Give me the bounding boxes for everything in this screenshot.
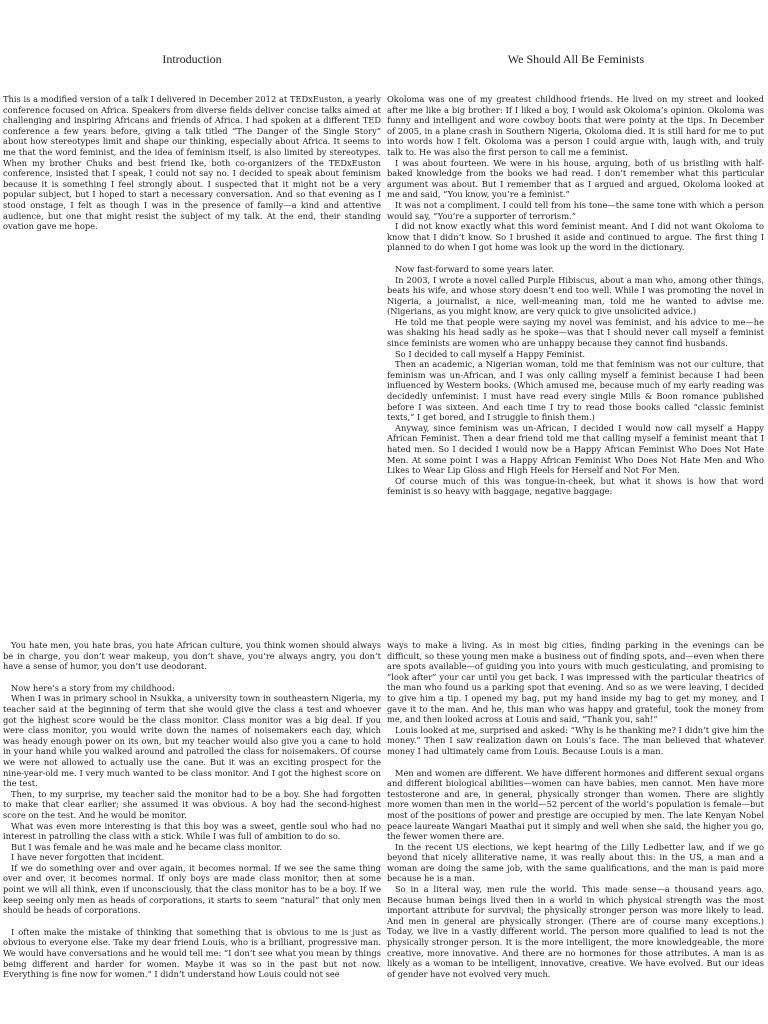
paragraph: In 2003, I wrote a novel called Purple Hibiscus, about a man who, among other things, beats his wife, and whose story doesn’t end too well. While I was promoting the novel in Nigeria, a journalist, a nice, well-meaning man, told me he wanted to advise me. (Nigerians, as you might know, are very quick to give unsolicited advice.) [387, 274, 764, 317]
bottom-right-text-block [387, 640, 764, 1024]
paragraph: It was not a compliment. I could tell from his tone—the same tone with which a person would say, “You’re a supporter of terrorism.” [387, 199, 764, 221]
paragraph: Then an academic, a Nigerian woman, told me that feminism was not our culture, that feminism was un-African, and I was only calling myself a feminist because I had been influenced by Western books. (Which amused me, because much of my early reading was decidedly unfeminist: I must have read every single Mills & Boon romance published before I was sixteen. And each time I try to read those books called “classic feminist texts,” I get bored, and I struggle to finish them.) [387, 359, 764, 423]
paragraph: Louis looked at me, surprised and asked: “Why is he thanking me? I didn’t give him the money.” Then I saw realization dawn on Louis’s face. The man believed that whatever money I had ultimately came from Louis. Because Louis is a man. [387, 724, 764, 756]
paragraph: Anyway, since feminism was un-African, I decided I would now call myself a Happy African Feminist. Then a dear friend told me that calling myself a feminist meant that I hated men. So I decided I would now be a Happy African Feminist Who Does Not Hate Men. At some point I was a Happy African Feminist Who Does Not Hate Men and Who Likes to Wear Lip Gloss and High Heels for Herself and Not For Men. [387, 422, 764, 476]
paragraph: I was about fourteen. We were in his house, arguing, both of us bristling with half-baked knowledge from the books we had read. I don’t remember what this particular argument was about. But I remember that as I argued and argued, Okoloma looked at me and said, “You know, you’re a feminist.” [387, 157, 764, 200]
paragraph: Men and women are different. We have different hormones and different sexual organs and different biological abilities—women can have babies, men cannot. Men have more testosterone and are, in general, physically stronger than women. There are slightly more women than men in the world—52 percent of the world’s population is female—but most of the positions of power and prestige are occupied by men. The late Kenyan Nobel peace laureate Wangari Maathai put it simply and well when she said, the higher you go, the fewer women there are. [387, 767, 764, 842]
paragraph: I often make the mistake of thinking that something that is obvious to me is just as obvious to everyone else. Take my dear friend Louis, who is a brilliant, progressive man. We would have conversations and he would tell me: “I don’t see what you mean by things being different and harder for women. Maybe it was so in the past but not now. Everything is fine now for women.” I didn’t understand how Louis could not see [3, 926, 381, 980]
left-page-header: Introduction [162, 52, 222, 66]
top-right-text-block [387, 94, 764, 540]
paragraph: Of course much of this was tongue-in-cheek, but what it shows is how that word feminist is so heavy with baggage, negative baggage: [387, 475, 764, 497]
paragraph: So in a literal way, men rule the world. This made sense—a thousand years ago. Because human beings lived then in a world in which physical strength was the most important attribute for survival; the physically stronger person was more likely to lead. And men in general are physically stronger. (There are of course many exceptions.) Today, we live in a vastly different world. The person more qualified to lead is not the physically stronger person. It is the more intelligent, the more knowledgeable, the more creative, more innovative. And there are no hormones for those attributes. A man is as likely as a woman to be intelligent, innovative, creative. We have evolved. But our ideas of gender have not evolved very much. [387, 884, 764, 979]
bottom-left-text-block [3, 640, 381, 1024]
paragraph: Then, to my surprise, my teacher said the monitor had to be a boy. She had forgotten to make that clear earlier; she assumed it was obvious. A boy had the second-highest score on the test. And he would be monitor. [3, 788, 381, 820]
paragraph: In the recent US elections, we kept hearing of the Lilly Ledbetter law, and if we go beyond that nicely alliterative name, it was really about this: in the US, a man and a woman are doing the same job, with the same qualifications, and the man is paid more because he is a man. [387, 841, 764, 884]
top-left-text-block [3, 94, 381, 274]
paragraph: So I decided to call myself a Happy Feminist. [395, 348, 586, 359]
right-page-header: We Should All Be Feminists [507, 52, 645, 66]
paragraph: If we do something over and over again, it becomes normal. If we see the same thing over and over, it becomes normal. If only boys are made class monitor, then at some point we will all think, even if unconsciously, that the class monitor has to be a boy. If we keep seeing only men as heads of corporations, it starts to seem “natural” that only men should be heads of corporations. [3, 862, 381, 916]
paragraph: Now here’s a story from my childhood: [11, 682, 175, 693]
paragraph: You hate men, you hate bras, you hate African culture, you think women should always be in charge, you don’t wear makeup, you don’t shave, you’re always angry, you don’t have a sense of humor, you don’t use deodorant. [3, 640, 381, 672]
paragraph: Okoloma was one of my greatest childhood friends. He lived on my street and looked after me like a big brother: If I liked a boy, I would ask Okoloma’s opinion. Okoloma was funny and intelligent and wore cowboy boots that were pointy at the tips. In December of 2005, in a plane crash in Southern Nigeria, Okoloma died. It is still hard for me to put into words how I felt. Okoloma was a person I could argue with, laugh with, and truly talk to. He was also the first person to call me a feminist. [387, 94, 764, 157]
paragraph: I did not know exactly what this word feminist meant. And I did not want Okoloma to know that I didn’t know. So I brushed it aside and continued to argue. The first thing I planned to do when I got home was look up the word in the dictionary. [387, 221, 764, 253]
paragraph: What was even more interesting is that this boy was a sweet, gentle soul who had no interest in patrolling the class with a stick. While I was full of ambition to do so. [3, 820, 381, 842]
paragraph: I have never forgotten that incident. [11, 852, 165, 863]
paragraph: Now fast-forward to some years later. [395, 263, 554, 274]
paragraph: This is a modified version of a talk I delivered in December 2012 at TEDxEuston, a yearly conference focused on Africa. Speakers from diverse fields deliver concise talks aimed at challenging and inspiring Africans and friends of Africa. I had spoken at a different TED conference a few years before, giving a talk titled “The Danger of the Single Story” about how stereotypes limit and shape our thinking, especially about Africa. It seems to me that the word feminist, and the idea of feminism itself, is also limited by stereotypes. When my brother Chuks and best friend Ike, both co-organizers of the TEDxEuston conference, insisted that I speak, I could not say no. I decided to speak about feminism because it is something I feel strongly about. I suspected that it might not be a very popular subject, but I hoped to start a necessary conversation. And so that evening as I stood onstage, I felt as though I was in the presence of family—a kind and attentive audience, but one that might resist the subject of my talk. At the end, their standing ovation gave me hope. [3, 94, 381, 232]
paragraph: But I was female and he was male and he became class monitor. [11, 841, 282, 852]
paragraph: When I was in primary school in Nsukka, a university town in southeastern Nigeria, my teacher said at the beginning of term that she would give the class a test and whoever got the highest score would be the class monitor. Class monitor was a big deal. If you were class monitor, you would write down the names of noisemakers each day, which was heady enough power on its own, but my teacher would also give you a cane to hold in your hand while you walked around and patrolled the class for noisemakers. Of course we were not allowed to actually use the cane. But it was an exciting prospect for the nine-year-old me. I very much wanted to be class monitor. And I got the highest score on the test. [3, 693, 381, 789]
paragraph: He told me that people were saying my novel was feminist, and his advice to me—he was shaking his head sadly as he spoke—was that I should never call myself a feminist since feminists are women who are unhappy because they cannot find husbands. [387, 316, 764, 349]
paragraph: ways to make a living. As in most big cities, finding parking in the evenings can be difficult, so these young men make a business out of finding spots, and—even when there are spots available—of guiding you into yours with much gesticulating, and promising to “look after” your car until you get back. I was impressed with the particular theatrics of the man who found us a parking spot that evening. And so as we were leaving, I decided to give him a tip. I opened my bag, put my hand inside my bag to get my money, and I gave it to the man. And he, this man who was happy and grateful, took the money from me, and then looked across at Louis and said, “Thank you, sah!” [387, 640, 764, 725]
